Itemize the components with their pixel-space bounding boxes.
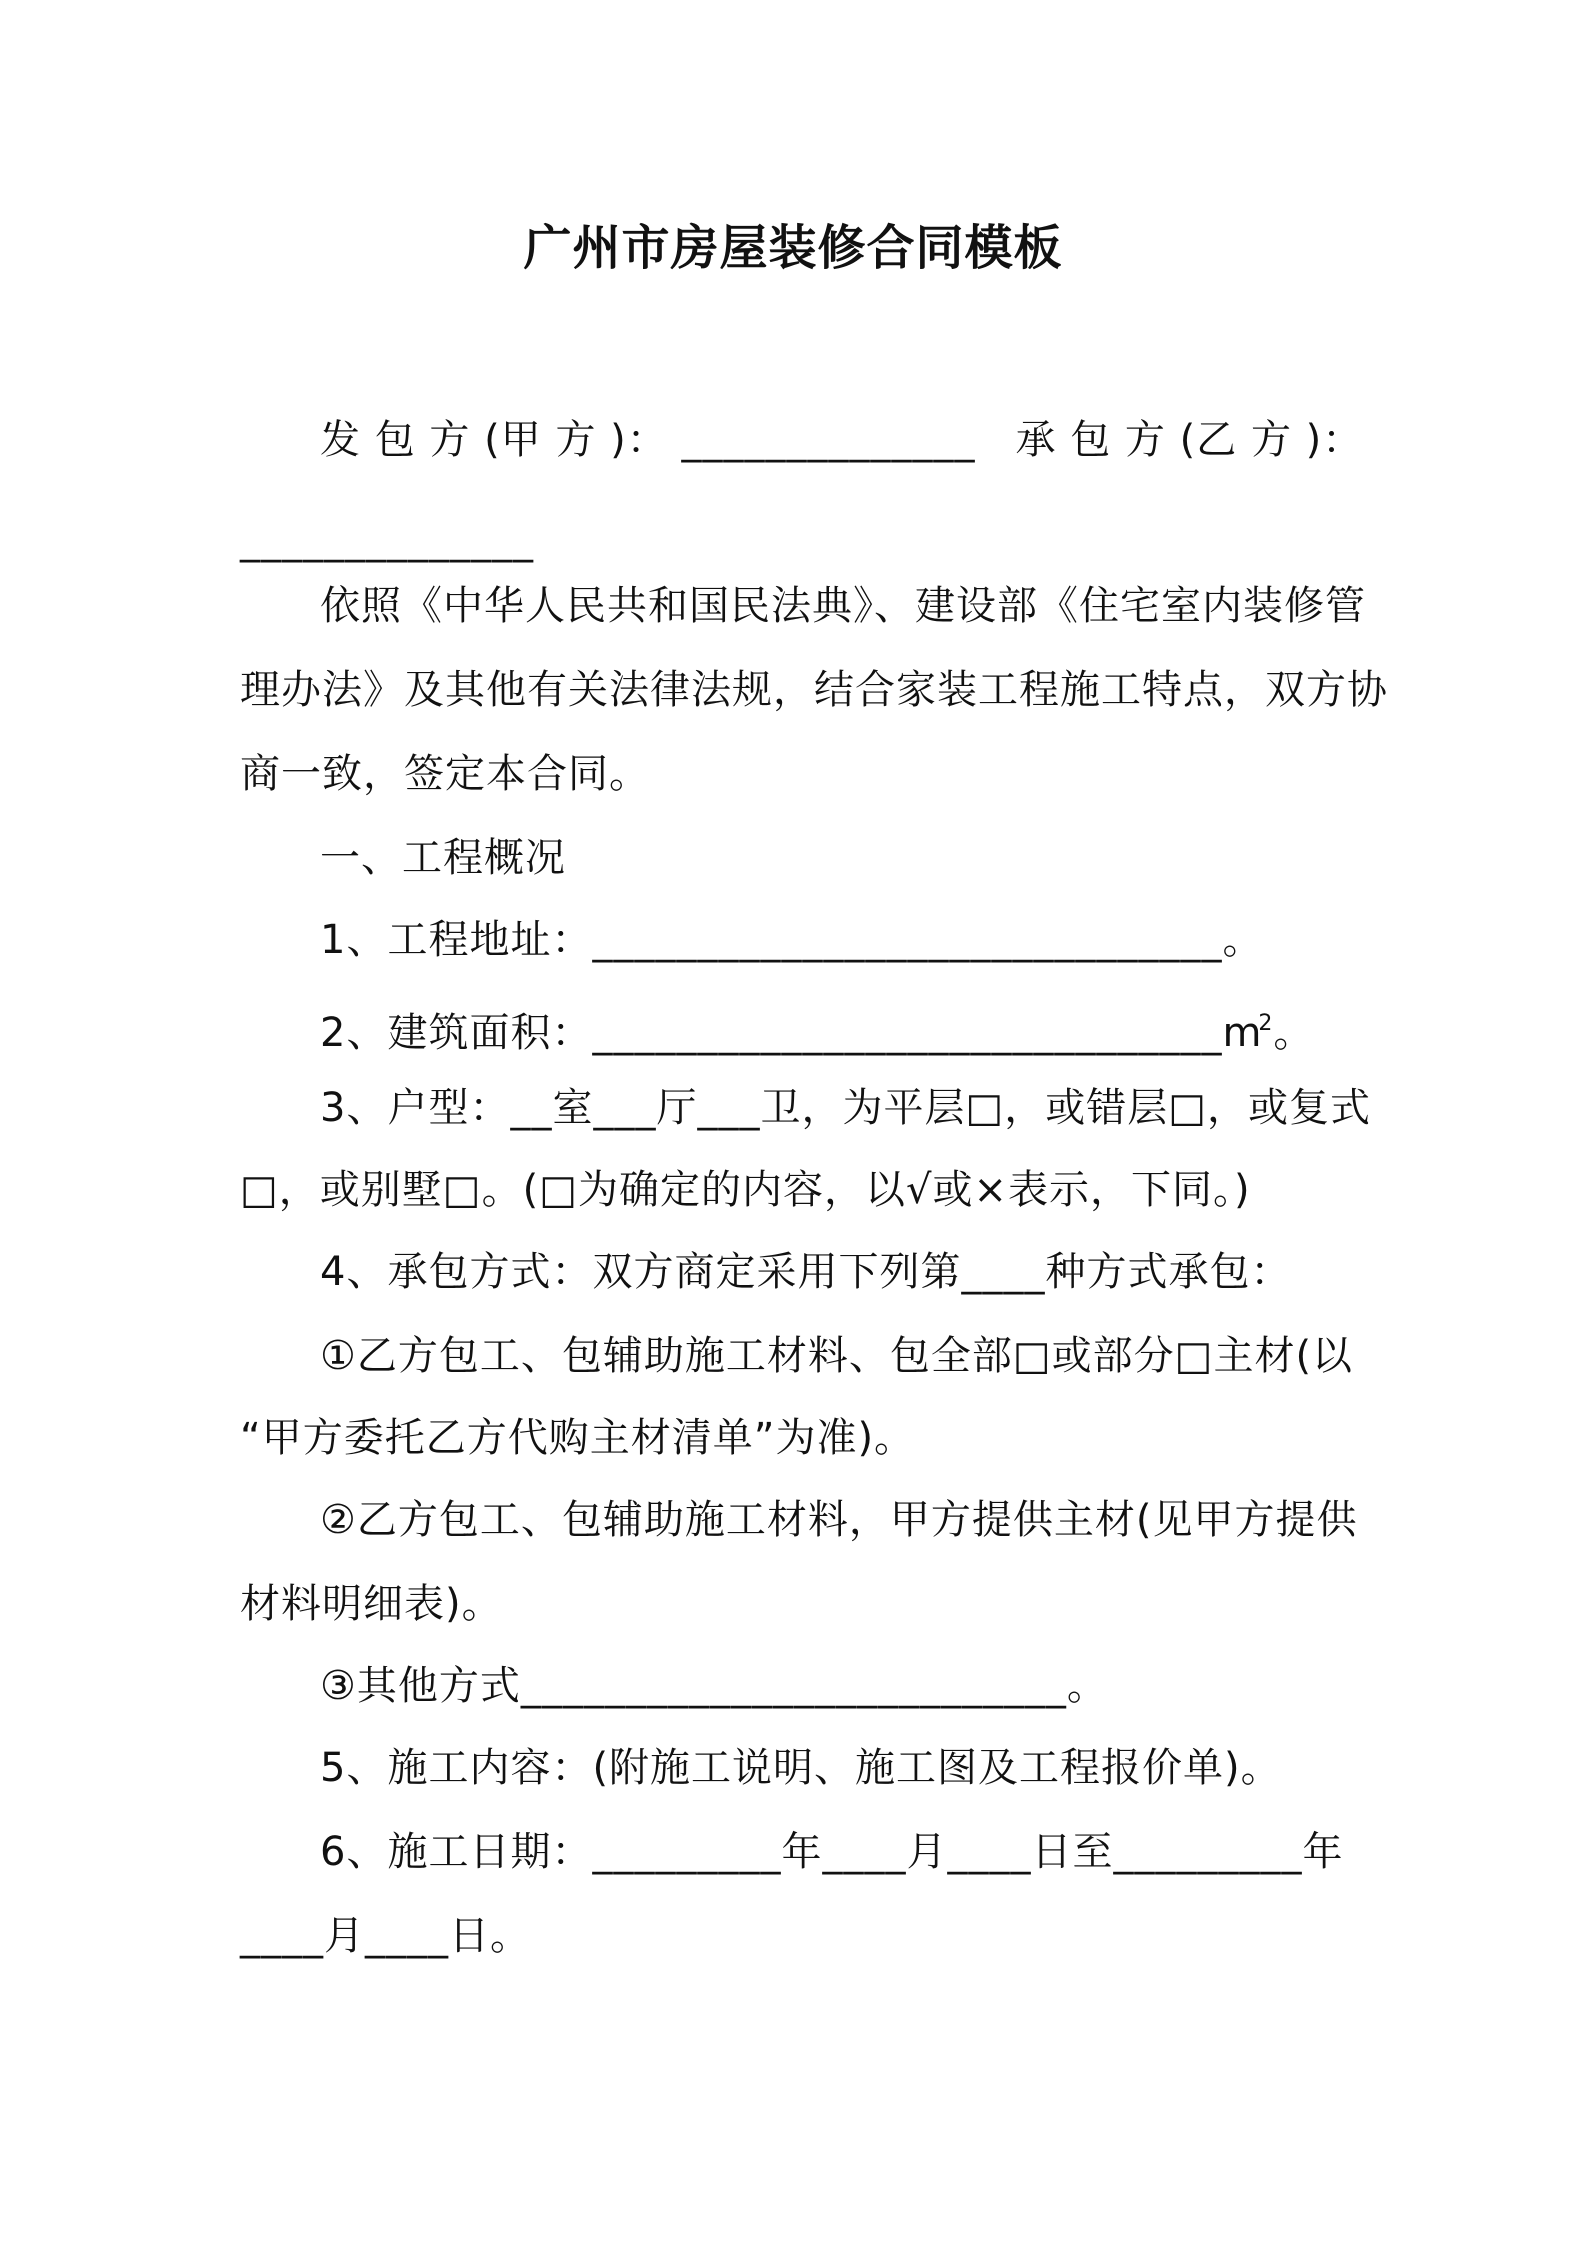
party-b-blank: ______________ xyxy=(240,517,534,563)
item-address: 1、工程地址：______________________________。 xyxy=(320,917,1264,963)
item-layout-line-2: □，或别墅□。(□为确定的内容，以√或×表示，下同。) xyxy=(240,1167,1251,1213)
item-construction-content: 5、施工内容：(附施工说明、施工图及工程报价单)。 xyxy=(320,1745,1282,1791)
item-area-text: 2、建筑面积：______________________________m xyxy=(320,1010,1263,1056)
party-a-label: 发 包 方 (甲 方 )： ______________ xyxy=(320,417,976,463)
intro-line-3: 商一致，签定本合同。 xyxy=(240,751,650,797)
parties-line xyxy=(320,412,1364,468)
intro-line-2: 理办法》及其他有关法律法规，结合家装工程施工特点，双方协 xyxy=(240,667,1388,713)
item-area-superscript: 2 xyxy=(1258,1011,1274,1036)
party-b-label: 承 包 方 (乙 方 )： xyxy=(1015,417,1364,463)
option-1-line-1: ①乙方包工、包辅助施工材料、包全部□或部分□主材(以 xyxy=(320,1333,1354,1379)
option-2-line-1: ②乙方包工、包辅助施工材料，甲方提供主材(见甲方提供 xyxy=(320,1497,1358,1543)
item-dates-line-2: ____月____日。 xyxy=(240,1913,531,1959)
section-heading-1: 一、工程概况 xyxy=(320,835,566,881)
item-layout-line-1: 3、户型：__室___厅___卫，为平层□，或错层□，或复式 xyxy=(320,1085,1372,1131)
item-dates-line-1: 6、施工日期：_________年____月____日至_________年 xyxy=(320,1829,1344,1875)
item-area xyxy=(320,996,1350,1061)
document-title: 广州市房屋装修合同模板 xyxy=(523,220,1063,276)
option-2-line-2: 材料明细表)。 xyxy=(240,1581,503,1627)
intro-line-1: 依照《中华人民共和国民法典》、建设部《住宅室内装修管 xyxy=(320,583,1366,629)
item-contract-method: 4、承包方式：双方商定采用下列第____种方式承包： xyxy=(320,1249,1292,1295)
item-area-end: 。 xyxy=(1273,1010,1315,1056)
option-3: ③其他方式__________________________。 xyxy=(320,1663,1108,1709)
option-1-line-2: “甲方委托乙方代购主材清单”为准)。 xyxy=(240,1415,916,1461)
